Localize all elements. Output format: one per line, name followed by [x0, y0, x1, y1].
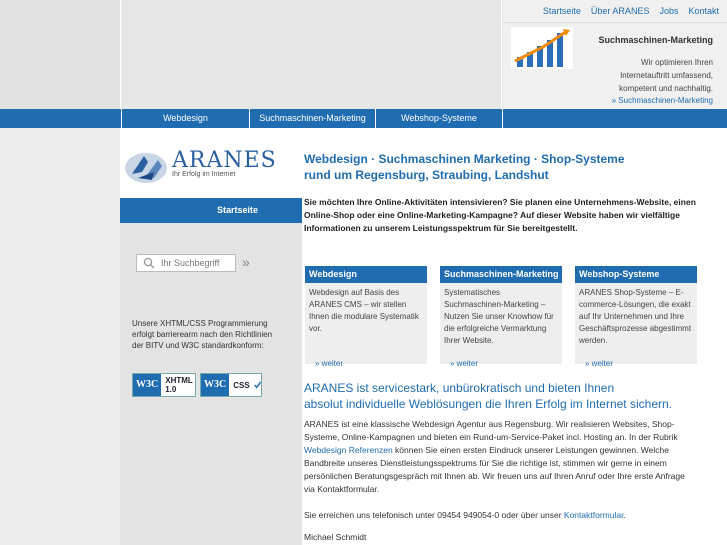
top-links [543, 6, 719, 16]
nav-webshop-systeme[interactable]: Webshop-Systeme [375, 109, 503, 128]
service-box-text: Webdesign auf Basis des ARANES CMS – wir stellen Ihnen die modulare Systematik vor. [309, 288, 419, 333]
service-box-title[interactable]: Suchmaschinen-Marketing [440, 266, 562, 283]
service-box-text: ARANES Shop-Systeme – E-commerce-Lösungen, die exakt auf Ihr Unternehmen und Ihre Geschäftsprozesse abgestimmt werden. [579, 288, 692, 345]
standards-notice: Unsere XHTML/CSS Programmierung erfolgt barrierearm nach den Richtlinien der BITV und W3C standardkonform: [132, 319, 273, 350]
search-submit-button[interactable]: » [242, 254, 250, 270]
search-field [136, 254, 236, 272]
section-heading-line-1: ARANES ist servicestark, unbürokratisch und bieten Ihnen [304, 381, 615, 395]
top-bar [0, 0, 727, 109]
page-title [304, 151, 714, 183]
css-badge-label: CSS [233, 380, 250, 390]
page-title-line-2: rund um Regensburg, Straubing, Landshut [304, 168, 549, 182]
webdesign-referenzen-link[interactable]: Webdesign Referenzen [304, 445, 393, 455]
service-box-title[interactable]: Webdesign [305, 266, 427, 283]
section-heading-line-2: absolut individuelle Weblösungen die Ihren Erfolg im Internet sichern. [304, 397, 672, 411]
logo[interactable] [120, 128, 302, 198]
top-link-startseite[interactable]: Startseite [542, 6, 581, 16]
about-text-part-1: ARANES ist eine klassische Webdesign Agentur aus Regensburg. Wir realisieren Websites, Shop-Systeme, Online-Kampagnen und bieten ein Rund-um-Service-Paket incl. Hosting an. In der Rubrik [304, 419, 678, 442]
search-input[interactable] [161, 258, 233, 268]
aranes-logo-icon [124, 148, 168, 186]
sidebar [120, 128, 302, 545]
intro-text: Sie möchten Ihre Online-Aktivitäten intensivieren? Sie planen eine Unternehmens-Website, einen Online-Shop oder eine Online-Marketing-Kampagne? Auf dieser Website haben wir vielfältige Informationen zu unserem Leistungsspektrum für Sie bereitgestellt. [304, 197, 696, 233]
logo-wordmark: ARANES [172, 148, 277, 173]
service-box-suchmaschinen-marketing [440, 266, 562, 364]
signature: Michael Schmidt [304, 532, 367, 542]
about-text [304, 418, 696, 496]
main-navigation [0, 109, 727, 128]
kontaktformular-link[interactable]: Kontaktformular [563, 510, 624, 520]
service-box-webdesign [305, 266, 427, 364]
service-box-webshop-systeme [575, 266, 697, 364]
top-spacer-left [0, 0, 121, 109]
logo-tagline: Ihr Erfolg im Internet [172, 171, 236, 178]
service-box-more-link[interactable]: » weiter [450, 359, 479, 366]
xhtml-badge-label: XHTML 1.0 [165, 376, 193, 394]
promo-title: Suchmaschinen-Marketing [598, 35, 713, 45]
about-text-part-2: können Sie einen ersten Eindruck unserer Leistungen gewinnen. Welche Bandbreite unseres Dienstleistungsspektrums für Sie die richtige ist, stimmen wir gerne in einem persönlichen Beratungsgespräch mit Ihnen ab. Wir freuen uns auf Ihren Anruf oder Ihre erste Anfrage via Kontaktformular. [304, 445, 685, 494]
nav-suchmaschinen-marketing[interactable]: Suchmaschinen-Marketing [249, 109, 375, 128]
service-box-more-link[interactable]: » weiter [585, 359, 614, 366]
promo-link-suchmaschinen-marketing[interactable]: » Suchmaschinen-Marketing [611, 96, 713, 105]
service-box-text: Systematisches Suchmaschinen-Marketing – Nutzen Sie unser Knowhow für die erfolgreiche Vermarktung Ihrer Website. [444, 288, 554, 345]
search-icon [143, 257, 155, 269]
w3c-css-badge[interactable] [200, 373, 262, 397]
checkmark-icon [254, 379, 261, 391]
main-content [302, 128, 727, 545]
page-title-line-1: Webdesign · Suchmaschinen Marketing · Shop-Systeme [304, 152, 625, 166]
top-link-jobs[interactable]: Jobs [659, 6, 679, 16]
top-link-ueber-aranes[interactable]: Über ARANES [590, 6, 650, 16]
top-divider [503, 22, 727, 23]
top-link-kontakt[interactable]: Kontakt [688, 6, 719, 16]
nav-webdesign[interactable]: Webdesign [121, 109, 249, 128]
sidebar-item-startseite[interactable]: Startseite [120, 198, 302, 223]
w3c-logo-text: W3C [133, 374, 161, 396]
section-heading [304, 380, 719, 412]
growth-chart-icon [511, 27, 573, 69]
w3c-logo-text: W3C [201, 374, 229, 396]
service-box-title[interactable]: Webshop-Systeme [575, 266, 697, 283]
w3c-xhtml-badge[interactable] [132, 373, 196, 397]
contact-end: . [623, 510, 626, 520]
service-box-more-link[interactable]: » weiter [315, 359, 344, 366]
top-spacer-middle [122, 0, 502, 109]
contact-text: Sie erreichen uns telefonisch unter 09454 949054-0 oder über unser [304, 510, 564, 520]
promo-text: Wir optimieren Ihren Internetauftritt umfassend, kompetent und nachhaltig. [619, 58, 713, 93]
contact-line [304, 510, 626, 520]
top-promo-area [503, 0, 727, 109]
